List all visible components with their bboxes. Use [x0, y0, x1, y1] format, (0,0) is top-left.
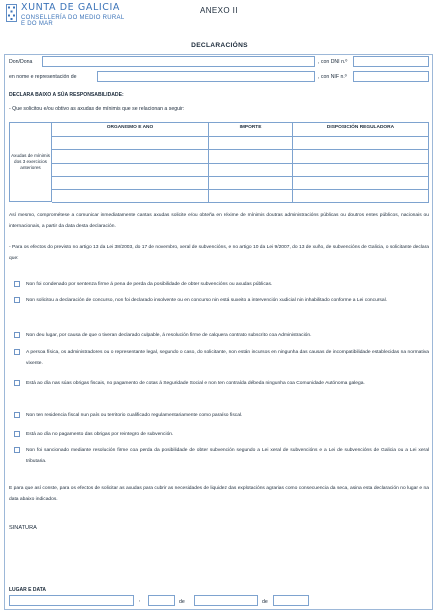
declaration-text: Non foi sancionado mediante resolución firme coa perda da posibilidade de obter subvención segundo a Lei xeral de subvencións e a Lei de subvencións de Galicia ou a Lei xeral tributaria.: [26, 448, 429, 464]
day-field[interactable]: [148, 595, 175, 606]
declaration-text: Está ao día no pagamento das obrigas por reintegro de subvención.: [26, 432, 174, 437]
declaration-text: Non foi condenado por sentenza firme á pena de perda da posibilidade de obter subvencións ou axudas públicas.: [26, 282, 273, 287]
minimis-intro: - Que solicitou e/ou obtivo as axudas de mínimis que se relacionan a seguir:: [9, 106, 185, 112]
declaration-checkbox[interactable]: [14, 412, 20, 418]
table-cell-organism[interactable]: [52, 150, 209, 162]
xunta-emblem-icon: [6, 4, 17, 22]
column-header-organism: ORGANISMO E ANO: [52, 123, 209, 136]
table-cell-amount[interactable]: [209, 177, 293, 189]
table-cell-regulation[interactable]: [293, 190, 429, 202]
nif-label: , con NIF n.º: [318, 74, 347, 80]
responsibility-heading: DECLARA BAIXO A SÚA RESPONSABILIDADE:: [9, 92, 124, 98]
month-field[interactable]: [194, 595, 258, 606]
declaration-text: Non deu lugar, por causa de que o tiveran declarado culpable, á resolución firme de calquera contrato subscrito coa Administración.: [26, 333, 312, 338]
dni-label: , con DNI n.º: [318, 59, 348, 65]
table-header-row: [52, 123, 429, 137]
declaration-checkbox[interactable]: [14, 332, 20, 338]
table-cell-amount[interactable]: [209, 190, 293, 202]
declaration-checkbox[interactable]: [14, 447, 20, 453]
table-cell-regulation[interactable]: [293, 164, 429, 176]
column-header-amount: IMPORTE: [209, 123, 293, 136]
table-row: [52, 190, 429, 203]
table-cell-regulation[interactable]: [293, 150, 429, 162]
dni-field[interactable]: [353, 56, 429, 67]
table-cell-organism[interactable]: [52, 177, 209, 189]
minimis-aid-table: [9, 122, 429, 202]
table-cell-organism[interactable]: [52, 164, 209, 176]
table-row: [52, 137, 429, 150]
logo-department-line1: CONSELLERÍA DO MEDIO RURAL: [21, 14, 125, 21]
representation-label: en nome e representación de: [9, 74, 77, 80]
table-cell-regulation[interactable]: [293, 177, 429, 189]
table-cell-organism[interactable]: [52, 190, 209, 202]
table-row: [52, 177, 429, 190]
table-cell-amount[interactable]: [209, 137, 293, 149]
page-title: DECLARACIÓNS: [191, 42, 248, 49]
declaration-checkbox[interactable]: [14, 431, 20, 437]
nif-field[interactable]: [353, 71, 429, 82]
table-cell-regulation[interactable]: [293, 137, 429, 149]
commitment-paragraph: Así mesmo, comprométese a comunicar inmediatamente cantas axudas solicite e/ou obteña en réxime de mínimis doutras administracións públicas ou doutros entes públicos, nacionais ou internacionais, a partir da data desta declaración.: [9, 213, 429, 229]
represented-entity-field[interactable]: [97, 71, 315, 82]
signature-area[interactable]: [9, 535, 429, 583]
place-date-comma: ,: [139, 597, 141, 603]
table-cell-organism[interactable]: [52, 137, 209, 149]
declaration-checkbox[interactable]: [14, 349, 20, 355]
year-field[interactable]: [273, 595, 309, 606]
logo-department-line2: E DO MAR: [21, 21, 54, 28]
place-field[interactable]: [9, 595, 134, 606]
date-separator-1: de: [179, 599, 185, 605]
declaration-text: A persoa física, os administradores ou o representante legal, segundo o caso, do solicitante, non están incursos en ningunha das causas de incompatibilidade establecidas na normativa vixente.: [26, 350, 429, 366]
table-side-label: [9, 122, 52, 202]
date-separator-2: de: [262, 599, 268, 605]
table-cell-amount[interactable]: [209, 164, 293, 176]
table-cell-amount[interactable]: [209, 150, 293, 162]
place-date-label: LUGAR E DATA: [9, 587, 47, 593]
column-header-regulation: DISPOSICIÓN REGULADORA: [293, 123, 429, 136]
declaration-checkbox[interactable]: [14, 297, 20, 303]
table-side-label-text: Axudas de mínimis dos 3 exercicios anteriores: [11, 153, 50, 170]
don-label: Don/Dona: [9, 59, 33, 65]
annex-label: ANEXO II: [200, 6, 238, 15]
declaration-text: Non solicitou a declaración de concurso, non foi declarado insolvente ou en concurso nin está suxeito a intervención xudicial nin inhabilitado conforme a Lei concursal.: [26, 298, 388, 303]
legal-basis-paragraph: - Para os efectos do previsto no artigo 13 da Lei 38/2003, do 17 de novembro, xeral de subvencións, e no artigo 10 da Lei 9/2007, do 13 de xuño, de subvencións de Galicia, o solicitante declara que:: [9, 245, 429, 261]
declaration-text: Non ten residencia fiscal nun país ou territorio cualificado regulamentariamente como paraíso fiscal.: [26, 413, 243, 418]
logo-name: XUNTA DE GALICIA: [21, 2, 120, 13]
signature-label: SINATURA: [9, 525, 37, 531]
table-grid: [52, 122, 429, 203]
table-row: [52, 150, 429, 163]
name-field[interactable]: [42, 56, 315, 67]
closing-paragraph: E para que así conste, para os efectos de solicitar as axudas para cubrir as necesidades de liquidez das explotacións agrarias como consecuencia da seca, asina esta declaración no lugar e na data abaixo indicados.: [9, 486, 429, 502]
declaration-checkbox[interactable]: [14, 281, 20, 287]
xunta-logo: [6, 3, 125, 28]
declaration-checkbox[interactable]: [14, 380, 20, 386]
declaration-text: Está ao día nas súas obrigas fiscais, no pagamento de cotas á Seguridade Social e non ten contraída débeda ningunha coa Comunidade Autónoma galega.: [26, 381, 365, 386]
table-row: [52, 164, 429, 177]
